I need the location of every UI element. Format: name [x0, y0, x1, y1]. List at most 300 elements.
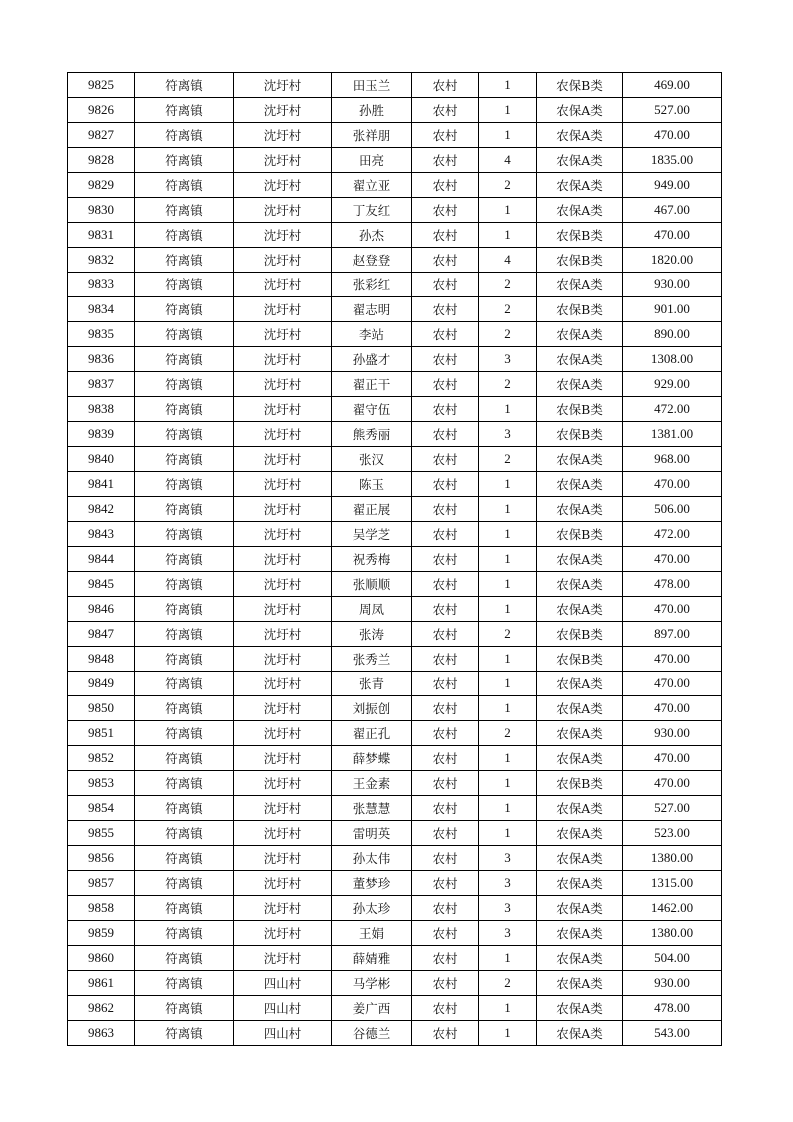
person-name-cell: 孙杰	[332, 222, 412, 247]
person-name-cell: 翟正展	[332, 496, 412, 521]
household-type-cell: 农村	[412, 422, 479, 447]
insurance-category-cell: 农保A类	[537, 147, 623, 172]
person-name-cell: 丁友红	[332, 197, 412, 222]
town-cell: 符离镇	[135, 721, 234, 746]
village-cell: 沈圩村	[234, 621, 332, 646]
amount-cell: 470.00	[623, 746, 722, 771]
table-row	[68, 297, 722, 322]
member-count-cell: 1	[479, 197, 537, 222]
person-name-cell: 王金素	[332, 771, 412, 796]
row-number-cell: 9861	[68, 970, 135, 995]
person-name-cell: 张秀兰	[332, 646, 412, 671]
row-number-cell: 9855	[68, 821, 135, 846]
town-cell: 符离镇	[135, 521, 234, 546]
person-name-cell: 张祥朋	[332, 122, 412, 147]
table-row	[68, 546, 722, 571]
town-cell: 符离镇	[135, 1020, 234, 1045]
insurance-category-cell: 农保B类	[537, 621, 623, 646]
village-cell: 沈圩村	[234, 197, 332, 222]
household-type-cell: 农村	[412, 696, 479, 721]
village-cell: 沈圩村	[234, 122, 332, 147]
person-name-cell: 薛梦蝶	[332, 746, 412, 771]
amount-cell: 1381.00	[623, 422, 722, 447]
town-cell: 符离镇	[135, 147, 234, 172]
insurance-category-cell: 农保A类	[537, 447, 623, 472]
household-type-cell: 农村	[412, 546, 479, 571]
village-cell: 沈圩村	[234, 646, 332, 671]
amount-cell: 470.00	[623, 472, 722, 497]
household-type-cell: 农村	[412, 472, 479, 497]
member-count-cell: 3	[479, 422, 537, 447]
amount-cell: 470.00	[623, 771, 722, 796]
row-number-cell: 9854	[68, 796, 135, 821]
row-number-cell: 9830	[68, 197, 135, 222]
insurance-category-cell: 农保A类	[537, 970, 623, 995]
member-count-cell: 2	[479, 447, 537, 472]
village-cell: 沈圩村	[234, 521, 332, 546]
member-count-cell: 1	[479, 521, 537, 546]
member-count-cell: 1	[479, 122, 537, 147]
household-type-cell: 农村	[412, 621, 479, 646]
amount-cell: 1308.00	[623, 347, 722, 372]
household-type-cell: 农村	[412, 521, 479, 546]
insurance-category-cell: 农保A类	[537, 97, 623, 122]
village-cell: 沈圩村	[234, 546, 332, 571]
table-row	[68, 995, 722, 1020]
table-row	[68, 272, 722, 297]
town-cell: 符离镇	[135, 197, 234, 222]
amount-cell: 930.00	[623, 970, 722, 995]
amount-cell: 478.00	[623, 571, 722, 596]
person-name-cell: 姜广西	[332, 995, 412, 1020]
household-type-cell: 农村	[412, 895, 479, 920]
town-cell: 符离镇	[135, 447, 234, 472]
village-cell: 四山村	[234, 995, 332, 1020]
amount-cell: 1380.00	[623, 846, 722, 871]
table-row	[68, 97, 722, 122]
member-count-cell: 2	[479, 272, 537, 297]
village-cell: 沈圩村	[234, 596, 332, 621]
household-type-cell: 农村	[412, 821, 479, 846]
row-number-cell: 9841	[68, 472, 135, 497]
table-row	[68, 372, 722, 397]
table-row	[68, 1020, 722, 1045]
household-type-cell: 农村	[412, 1020, 479, 1045]
row-number-cell: 9837	[68, 372, 135, 397]
member-count-cell: 1	[479, 546, 537, 571]
row-number-cell: 9852	[68, 746, 135, 771]
insurance-category-cell: 农保A类	[537, 472, 623, 497]
household-type-cell: 农村	[412, 496, 479, 521]
town-cell: 符离镇	[135, 172, 234, 197]
person-name-cell: 谷德兰	[332, 1020, 412, 1045]
village-cell: 四山村	[234, 970, 332, 995]
person-name-cell: 董梦珍	[332, 871, 412, 896]
amount-cell: 504.00	[623, 945, 722, 970]
member-count-cell: 3	[479, 895, 537, 920]
insurance-category-cell: 农保A类	[537, 372, 623, 397]
table-row	[68, 172, 722, 197]
town-cell: 符离镇	[135, 422, 234, 447]
person-name-cell: 陈玉	[332, 472, 412, 497]
table-row	[68, 895, 722, 920]
table-row	[68, 147, 722, 172]
town-cell: 符离镇	[135, 297, 234, 322]
table-body	[68, 73, 722, 1046]
member-count-cell: 1	[479, 696, 537, 721]
row-number-cell: 9836	[68, 347, 135, 372]
person-name-cell: 张青	[332, 671, 412, 696]
village-cell: 沈圩村	[234, 172, 332, 197]
village-cell: 沈圩村	[234, 920, 332, 945]
table-row	[68, 122, 722, 147]
village-cell: 沈圩村	[234, 397, 332, 422]
household-type-cell: 农村	[412, 272, 479, 297]
person-name-cell: 翟正干	[332, 372, 412, 397]
member-count-cell: 3	[479, 846, 537, 871]
village-cell: 沈圩村	[234, 571, 332, 596]
town-cell: 符离镇	[135, 247, 234, 272]
row-number-cell: 9834	[68, 297, 135, 322]
person-name-cell: 张顺顺	[332, 571, 412, 596]
person-name-cell: 熊秀丽	[332, 422, 412, 447]
insurance-category-cell: 农保A类	[537, 746, 623, 771]
insurance-category-cell: 农保A类	[537, 347, 623, 372]
village-cell: 沈圩村	[234, 297, 332, 322]
amount-cell: 901.00	[623, 297, 722, 322]
row-number-cell: 9831	[68, 222, 135, 247]
village-cell: 沈圩村	[234, 496, 332, 521]
village-cell: 沈圩村	[234, 422, 332, 447]
member-count-cell: 1	[479, 596, 537, 621]
amount-cell: 1462.00	[623, 895, 722, 920]
insurance-category-cell: 农保A类	[537, 945, 623, 970]
row-number-cell: 9840	[68, 447, 135, 472]
row-number-cell: 9845	[68, 571, 135, 596]
table-row	[68, 222, 722, 247]
row-number-cell: 9846	[68, 596, 135, 621]
person-name-cell: 雷明英	[332, 821, 412, 846]
amount-cell: 470.00	[623, 646, 722, 671]
amount-cell: 543.00	[623, 1020, 722, 1045]
amount-cell: 467.00	[623, 197, 722, 222]
town-cell: 符离镇	[135, 771, 234, 796]
member-count-cell: 2	[479, 372, 537, 397]
town-cell: 符离镇	[135, 397, 234, 422]
records-table	[67, 72, 722, 1046]
amount-cell: 470.00	[623, 696, 722, 721]
village-cell: 沈圩村	[234, 746, 332, 771]
amount-cell: 506.00	[623, 496, 722, 521]
town-cell: 符离镇	[135, 671, 234, 696]
insurance-category-cell: 农保A类	[537, 871, 623, 896]
household-type-cell: 农村	[412, 397, 479, 422]
insurance-category-cell: 农保A类	[537, 995, 623, 1020]
amount-cell: 930.00	[623, 272, 722, 297]
amount-cell: 472.00	[623, 521, 722, 546]
village-cell: 沈圩村	[234, 771, 332, 796]
member-count-cell: 3	[479, 871, 537, 896]
household-type-cell: 农村	[412, 970, 479, 995]
person-name-cell: 孙盛才	[332, 347, 412, 372]
member-count-cell: 1	[479, 821, 537, 846]
person-name-cell: 孙太伟	[332, 846, 412, 871]
household-type-cell: 农村	[412, 796, 479, 821]
row-number-cell: 9858	[68, 895, 135, 920]
row-number-cell: 9853	[68, 771, 135, 796]
village-cell: 沈圩村	[234, 322, 332, 347]
table-row	[68, 771, 722, 796]
village-cell: 沈圩村	[234, 821, 332, 846]
village-cell: 沈圩村	[234, 372, 332, 397]
town-cell: 符离镇	[135, 696, 234, 721]
row-number-cell: 9829	[68, 172, 135, 197]
person-name-cell: 田玉兰	[332, 73, 412, 98]
amount-cell: 890.00	[623, 322, 722, 347]
row-number-cell: 9827	[68, 122, 135, 147]
insurance-category-cell: 农保A类	[537, 821, 623, 846]
insurance-category-cell: 农保A类	[537, 172, 623, 197]
insurance-category-cell: 农保A类	[537, 1020, 623, 1045]
town-cell: 符离镇	[135, 846, 234, 871]
row-number-cell: 9856	[68, 846, 135, 871]
person-name-cell: 孙胜	[332, 97, 412, 122]
member-count-cell: 1	[479, 796, 537, 821]
member-count-cell: 3	[479, 347, 537, 372]
insurance-category-cell: 农保A类	[537, 895, 623, 920]
household-type-cell: 农村	[412, 322, 479, 347]
row-number-cell: 9847	[68, 621, 135, 646]
person-name-cell: 祝秀梅	[332, 546, 412, 571]
row-number-cell: 9825	[68, 73, 135, 98]
town-cell: 符离镇	[135, 73, 234, 98]
insurance-category-cell: 农保A类	[537, 571, 623, 596]
amount-cell: 470.00	[623, 222, 722, 247]
household-type-cell: 农村	[412, 297, 479, 322]
table-row	[68, 197, 722, 222]
person-name-cell: 张慧慧	[332, 796, 412, 821]
town-cell: 符离镇	[135, 945, 234, 970]
household-type-cell: 农村	[412, 172, 479, 197]
table-row	[68, 721, 722, 746]
village-cell: 沈圩村	[234, 347, 332, 372]
table-row	[68, 945, 722, 970]
amount-cell: 1315.00	[623, 871, 722, 896]
row-number-cell: 9848	[68, 646, 135, 671]
insurance-category-cell: 农保B类	[537, 247, 623, 272]
village-cell: 沈圩村	[234, 247, 332, 272]
town-cell: 符离镇	[135, 871, 234, 896]
town-cell: 符离镇	[135, 222, 234, 247]
row-number-cell: 9844	[68, 546, 135, 571]
table-row	[68, 746, 722, 771]
row-number-cell: 9828	[68, 147, 135, 172]
insurance-category-cell: 农保A类	[537, 846, 623, 871]
table-row	[68, 447, 722, 472]
household-type-cell: 农村	[412, 771, 479, 796]
insurance-category-cell: 农保A类	[537, 721, 623, 746]
person-name-cell: 翟正孔	[332, 721, 412, 746]
town-cell: 符离镇	[135, 646, 234, 671]
amount-cell: 472.00	[623, 397, 722, 422]
amount-cell: 929.00	[623, 372, 722, 397]
person-name-cell: 刘振创	[332, 696, 412, 721]
table-row	[68, 596, 722, 621]
row-number-cell: 9826	[68, 97, 135, 122]
member-count-cell: 4	[479, 147, 537, 172]
amount-cell: 949.00	[623, 172, 722, 197]
insurance-category-cell: 农保A类	[537, 920, 623, 945]
member-count-cell: 1	[479, 1020, 537, 1045]
town-cell: 符离镇	[135, 995, 234, 1020]
insurance-category-cell: 农保A类	[537, 122, 623, 147]
member-count-cell: 1	[479, 397, 537, 422]
town-cell: 符离镇	[135, 97, 234, 122]
insurance-category-cell: 农保A类	[537, 671, 623, 696]
table-row	[68, 322, 722, 347]
member-count-cell: 1	[479, 571, 537, 596]
town-cell: 符离镇	[135, 746, 234, 771]
table-row	[68, 871, 722, 896]
insurance-category-cell: 农保A类	[537, 322, 623, 347]
village-cell: 沈圩村	[234, 272, 332, 297]
town-cell: 符离镇	[135, 571, 234, 596]
insurance-category-cell: 农保B类	[537, 222, 623, 247]
household-type-cell: 农村	[412, 447, 479, 472]
village-cell: 沈圩村	[234, 945, 332, 970]
person-name-cell: 孙太珍	[332, 895, 412, 920]
row-number-cell: 9862	[68, 995, 135, 1020]
household-type-cell: 农村	[412, 372, 479, 397]
person-name-cell: 赵登登	[332, 247, 412, 272]
village-cell: 沈圩村	[234, 472, 332, 497]
person-name-cell: 张彩红	[332, 272, 412, 297]
town-cell: 符离镇	[135, 122, 234, 147]
member-count-cell: 1	[479, 945, 537, 970]
amount-cell: 470.00	[623, 671, 722, 696]
table-row	[68, 247, 722, 272]
village-cell: 沈圩村	[234, 97, 332, 122]
insurance-category-cell: 农保A类	[537, 272, 623, 297]
insurance-category-cell: 农保B类	[537, 297, 623, 322]
town-cell: 符离镇	[135, 920, 234, 945]
insurance-category-cell: 农保A类	[537, 796, 623, 821]
village-cell: 沈圩村	[234, 147, 332, 172]
household-type-cell: 农村	[412, 646, 479, 671]
table-row	[68, 521, 722, 546]
table-row	[68, 422, 722, 447]
row-number-cell: 9859	[68, 920, 135, 945]
table-row	[68, 646, 722, 671]
person-name-cell: 周凤	[332, 596, 412, 621]
row-number-cell: 9832	[68, 247, 135, 272]
village-cell: 沈圩村	[234, 796, 332, 821]
insurance-category-cell: 农保B类	[537, 771, 623, 796]
household-type-cell: 农村	[412, 945, 479, 970]
insurance-category-cell: 农保A类	[537, 496, 623, 521]
village-cell: 沈圩村	[234, 696, 332, 721]
row-number-cell: 9842	[68, 496, 135, 521]
person-name-cell: 田亮	[332, 147, 412, 172]
row-number-cell: 9839	[68, 422, 135, 447]
household-type-cell: 农村	[412, 247, 479, 272]
amount-cell: 897.00	[623, 621, 722, 646]
table-row	[68, 796, 722, 821]
village-cell: 四山村	[234, 1020, 332, 1045]
person-name-cell: 吴学芝	[332, 521, 412, 546]
row-number-cell: 9843	[68, 521, 135, 546]
row-number-cell: 9860	[68, 945, 135, 970]
member-count-cell: 2	[479, 621, 537, 646]
amount-cell: 470.00	[623, 546, 722, 571]
table-row	[68, 671, 722, 696]
member-count-cell: 1	[479, 472, 537, 497]
household-type-cell: 农村	[412, 122, 479, 147]
town-cell: 符离镇	[135, 472, 234, 497]
amount-cell: 478.00	[623, 995, 722, 1020]
insurance-category-cell: 农保B类	[537, 397, 623, 422]
town-cell: 符离镇	[135, 895, 234, 920]
town-cell: 符离镇	[135, 272, 234, 297]
row-number-cell: 9863	[68, 1020, 135, 1045]
person-name-cell: 薛婧雅	[332, 945, 412, 970]
insurance-category-cell: 农保B类	[537, 646, 623, 671]
village-cell: 沈圩村	[234, 871, 332, 896]
amount-cell: 527.00	[623, 97, 722, 122]
table-row	[68, 571, 722, 596]
row-number-cell: 9835	[68, 322, 135, 347]
household-type-cell: 农村	[412, 97, 479, 122]
household-type-cell: 农村	[412, 721, 479, 746]
member-count-cell: 1	[479, 97, 537, 122]
amount-cell: 1835.00	[623, 147, 722, 172]
member-count-cell: 1	[479, 671, 537, 696]
table-row	[68, 73, 722, 98]
town-cell: 符离镇	[135, 821, 234, 846]
member-count-cell: 2	[479, 322, 537, 347]
row-number-cell: 9833	[68, 272, 135, 297]
member-count-cell: 2	[479, 721, 537, 746]
town-cell: 符离镇	[135, 970, 234, 995]
member-count-cell: 1	[479, 73, 537, 98]
person-name-cell: 翟志明	[332, 297, 412, 322]
village-cell: 沈圩村	[234, 721, 332, 746]
table-row	[68, 472, 722, 497]
row-number-cell: 9850	[68, 696, 135, 721]
town-cell: 符离镇	[135, 796, 234, 821]
member-count-cell: 1	[479, 496, 537, 521]
insurance-category-cell: 农保B类	[537, 422, 623, 447]
row-number-cell: 9851	[68, 721, 135, 746]
household-type-cell: 农村	[412, 846, 479, 871]
insurance-category-cell: 农保A类	[537, 696, 623, 721]
person-name-cell: 王娟	[332, 920, 412, 945]
table-row	[68, 397, 722, 422]
member-count-cell: 4	[479, 247, 537, 272]
table-row	[68, 920, 722, 945]
insurance-category-cell: 农保A类	[537, 596, 623, 621]
amount-cell: 470.00	[623, 596, 722, 621]
member-count-cell: 2	[479, 970, 537, 995]
town-cell: 符离镇	[135, 546, 234, 571]
household-type-cell: 农村	[412, 671, 479, 696]
town-cell: 符离镇	[135, 496, 234, 521]
town-cell: 符离镇	[135, 372, 234, 397]
table-row	[68, 347, 722, 372]
amount-cell: 930.00	[623, 721, 722, 746]
household-type-cell: 农村	[412, 920, 479, 945]
household-type-cell: 农村	[412, 596, 479, 621]
